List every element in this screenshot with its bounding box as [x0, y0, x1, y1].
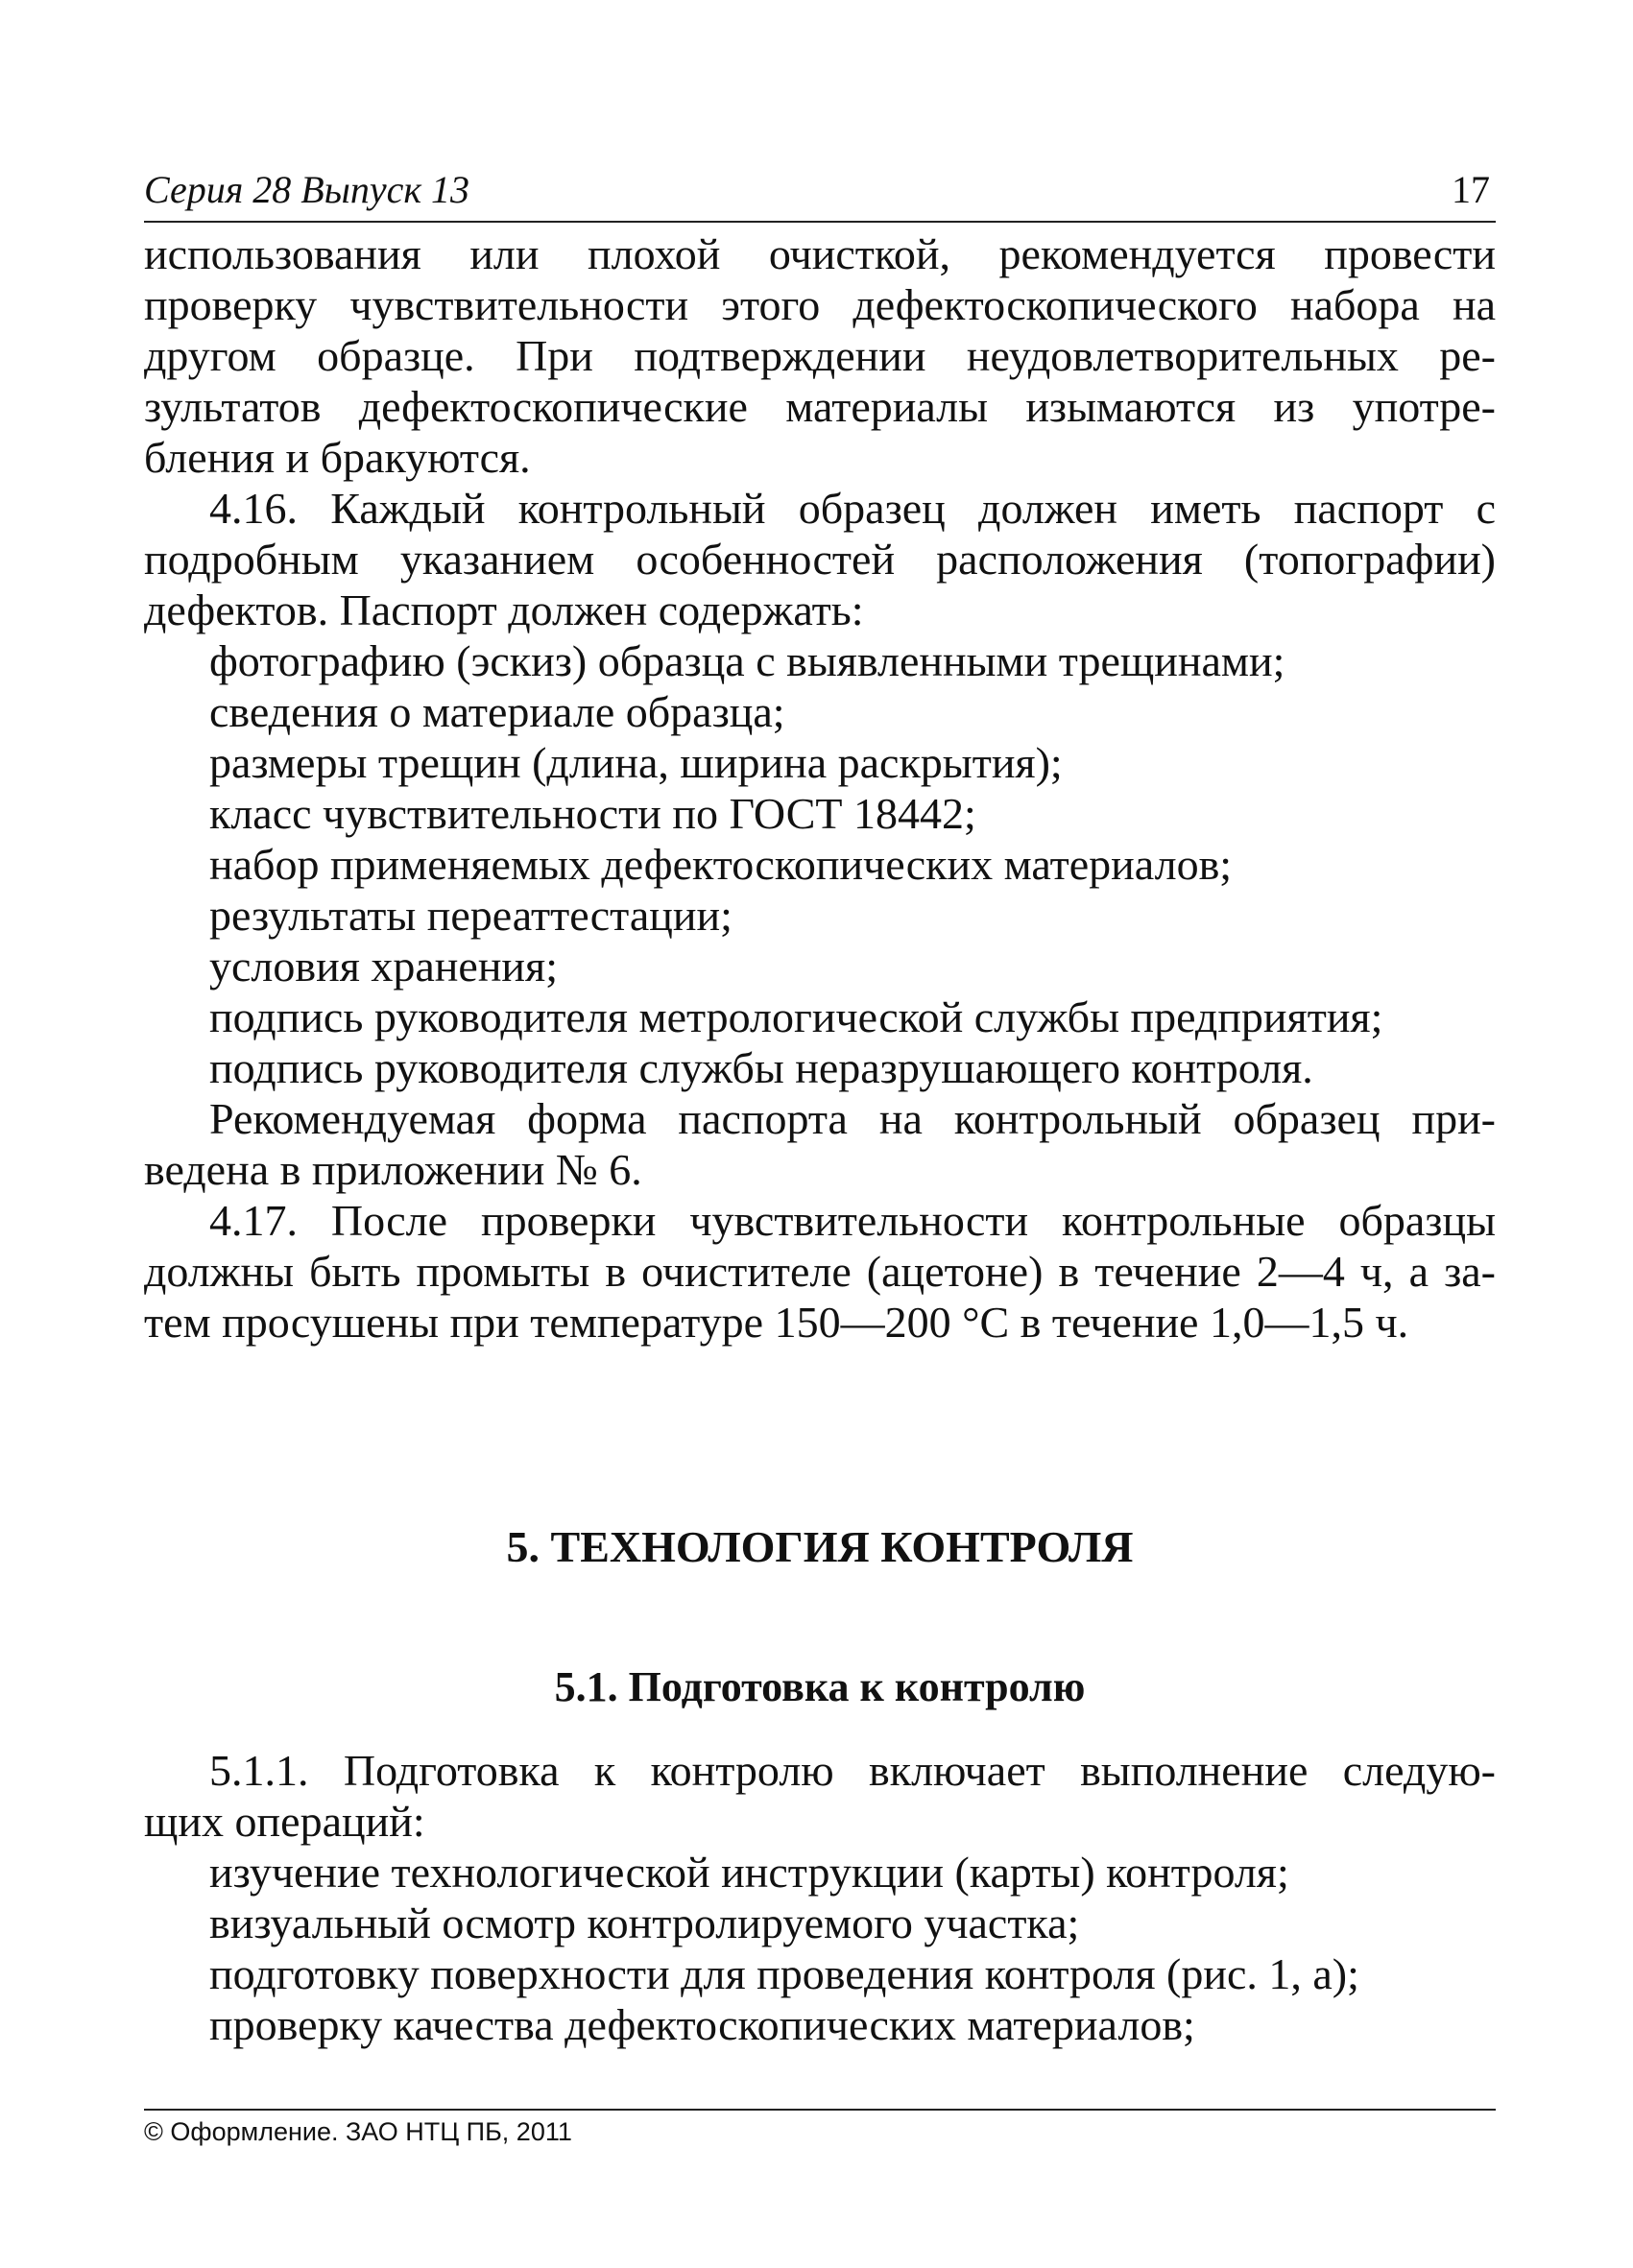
text-line: зультатов дефектоскопические материалы изымаются из употре-	[144, 382, 1496, 431]
text-line: подробным указанием особенностей расположения (топографии)	[144, 535, 1496, 584]
text-line: тем просушены при температуре 150—200 °С в течение 1,0—1,5 ч.	[144, 1298, 1409, 1347]
list-item: условия хранения;	[209, 942, 558, 991]
list-item: визуальный осмотр контролируемого участка;	[209, 1898, 1080, 1947]
text-line: Рекомендуемая форма паспорта на контрольный образец при-	[209, 1094, 1496, 1143]
text-line: 4.16. Каждый контрольный образец должен иметь паспорт с	[209, 484, 1496, 533]
list-item: подпись руководителя метрологической службы предприятия;	[209, 992, 1383, 1041]
running-header	[144, 161, 1496, 223]
body-text-block-1	[144, 228, 1496, 1348]
text-line: 4.17. После проверки чувствительности контрольные образцы	[209, 1196, 1496, 1245]
list-item: сведения о материале образца;	[209, 687, 785, 736]
series-title: Серия 28 Выпуск 13	[144, 168, 470, 211]
list-item: набор применяемых дефектоскопических материалов;	[209, 840, 1233, 889]
page-number: 17	[1452, 168, 1490, 211]
list-item: фотографию (эскиз) образца с выявленными трещинами;	[209, 636, 1285, 685]
text-line: щих операций:	[144, 1797, 425, 1846]
list-item: результаты переаттестации;	[209, 891, 732, 940]
text-line: должны быть промыты в очистителе (ацетоне) в течение 2—4 ч, а за-	[144, 1247, 1496, 1296]
text-line: использования или плохой очисткой, рекомендуется провести	[144, 229, 1496, 278]
text-line: проверку чувствительности этого дефектоскопического набора на	[144, 280, 1496, 329]
list-item: класс чувствительности по ГОСТ 18442;	[209, 789, 976, 838]
section-title: 5. ТЕХНОЛОГИЯ КОНТРОЛЯ	[506, 1522, 1134, 1571]
text-line: другом образце. При подтверждении неудовлетворительных ре-	[144, 331, 1496, 380]
list-item: проверку качества дефектоскопических материалов;	[209, 2000, 1195, 2049]
list-item: подпись руководителя службы неразрушающего контроля.	[209, 1043, 1313, 1092]
footer-copyright: © Оформление. ЗАО НТЦ ПБ, 2011	[144, 2117, 572, 2146]
list-item: подготовку поверхности для проведения контроля (рис. 1, а);	[209, 1949, 1359, 1998]
text-line: 5.1.1. Подготовка к контролю включает выполнение следую-	[209, 1746, 1496, 1795]
body-text-block-2	[144, 1745, 1496, 2050]
subsection-title: 5.1. Подготовка к контролю	[554, 1663, 1086, 1710]
text-line: ведена в приложении № 6.	[144, 1145, 642, 1194]
text-line: бления и бракуются.	[144, 433, 531, 482]
text-line: дефектов. Паспорт должен содержать:	[144, 585, 864, 634]
list-item: изучение технологической инструкции (карты) контроля;	[209, 1848, 1289, 1897]
list-item: размеры трещин (длина, ширина раскрытия);	[209, 738, 1063, 787]
footer-divider	[144, 2109, 1496, 2111]
